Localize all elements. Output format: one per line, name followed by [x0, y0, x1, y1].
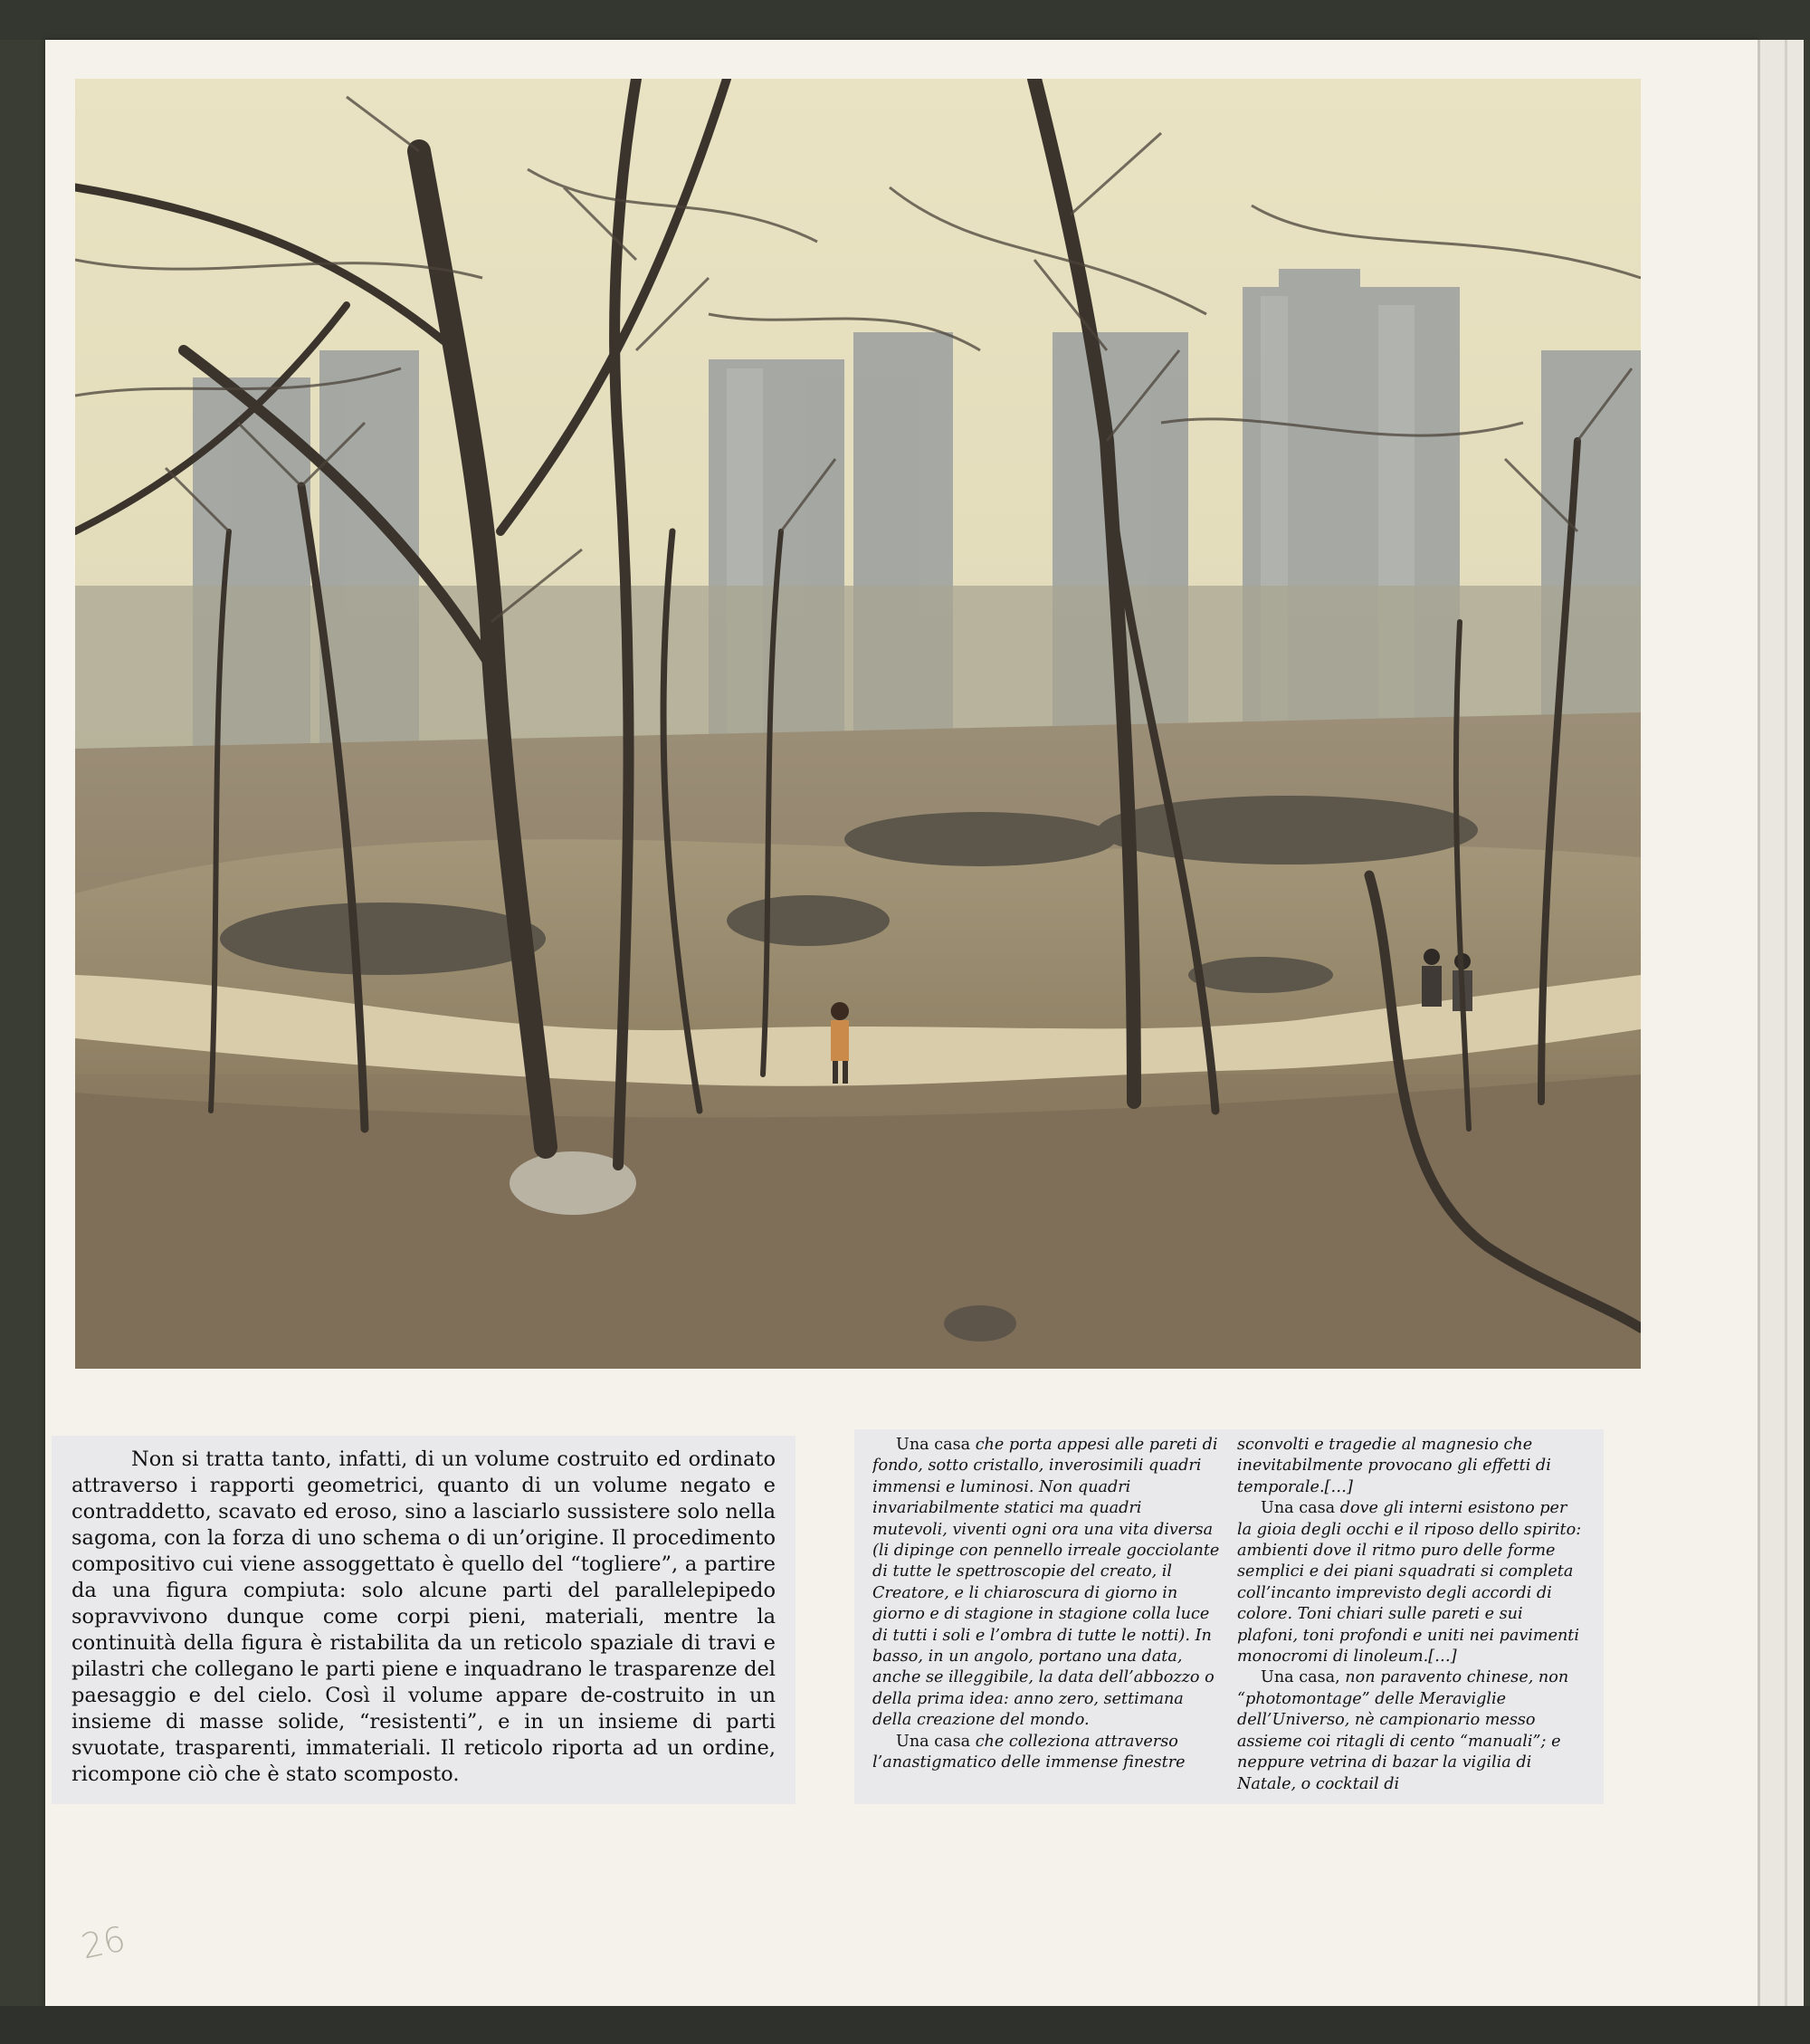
quote-text: sconvolti e tragedie al magnesio che inevitabilmente provocano gli effetti di temporale.[…]: [1237, 1436, 1551, 1496]
quote-text: non paravento chinese, non “photomontage” delle Meraviglie dell’Universo, nè campionario messo assieme coi ritagli di cento “manuali”; e neppure vetrina di bazar la vigilia di Natale, o cocktail di: [1237, 1668, 1569, 1793]
article-body-block: [52, 1436, 795, 1804]
quote-lead: Una casa: [896, 1436, 971, 1454]
quote-paragraph: [1237, 1435, 1586, 1498]
park-photograph: [75, 79, 1641, 1369]
quote-paragraph: [872, 1732, 1221, 1774]
quote-lead: Una casa,: [1261, 1668, 1340, 1687]
spine-line: [1785, 40, 1787, 2031]
article-paragraph: Non si tratta tanto, infatti, di un volume costruito ed ordinato attraverso i rapporti geometrici, quanto di un volume negato e contraddetto, scavato ed eroso, sino a lasciarlo sussistere solo nella sagoma, con la forza di uno schema o di un’origine. Il procedimento compositivo cui viene assoggettato è quello del “togliere”, a partire da una figura compiuta: solo alcune parti del parallelepipedo sopravvivono dunque come corpi pieni, materiali, mentre la continuità della figura è ristabilita da un reticolo spaziale di travi e pilastri che collegano le parti piene e inquadrano le trasparenze del paesaggio e del cielo. Così il volume appare de-costruito in un insieme di masse solide, “resistenti”, e in un insieme di parti svuotate, trasparenti, immateriali. Il reticolo riporta ad un ordine, ricompone ciò che è stato scomposto.: [71, 1447, 776, 1786]
quote-text: dove gli interni esistono per la gioia degli occhi e il riposo dello spirito: ambienti dove il ritmo puro delle forme semplici e dei piani squadrati si completa coll’incanto imprevisto degli accordi di colore. Toni chiari sulle pareti e sui plafoni, toni profondi e uniti nei pavimenti monocromi di linoleum.[…]: [1237, 1499, 1582, 1667]
board-edge: [0, 0, 1810, 40]
quote-paragraph: [1237, 1498, 1586, 1667]
quote-paragraph: [872, 1435, 1221, 1732]
board-edge-bottom: [0, 2006, 1810, 2044]
quotation-column-1: [872, 1435, 1221, 1804]
quote-text: che porta appesi alle pareti di fondo, sotto cristallo, inverosimili quadri immensi e luminosi. Non quadri invariabilmente statici ma quadri mutevoli, viventi ogni ora una vita diversa (li dipinge con pennello irreale gocciolante di tutte le spettroscopie del creato, il Creatore, e li chiaroscura di giorno in giorno e di stagione in stagione colla luce di tutti i soli e l’ombra di tutte le notti). In basso, in un angolo, portano una data, anche se illeggibile, la data dell’abbozzo o della prima idea: anno zero, settimana della creazione del mondo.: [872, 1436, 1220, 1730]
handwritten-page-number: 26: [77, 1918, 129, 1967]
quote-paragraph: [1237, 1667, 1586, 1794]
quote-text: che colleziona attraverso l’anastigmatico delle immense finestre: [872, 1732, 1186, 1772]
quotation-column-2: [1237, 1435, 1586, 1804]
binding-spine: [1758, 40, 1804, 2031]
quote-lead: Una casa: [896, 1732, 971, 1751]
quotation-block: [854, 1429, 1604, 1804]
quote-lead: Una casa: [1261, 1499, 1336, 1518]
